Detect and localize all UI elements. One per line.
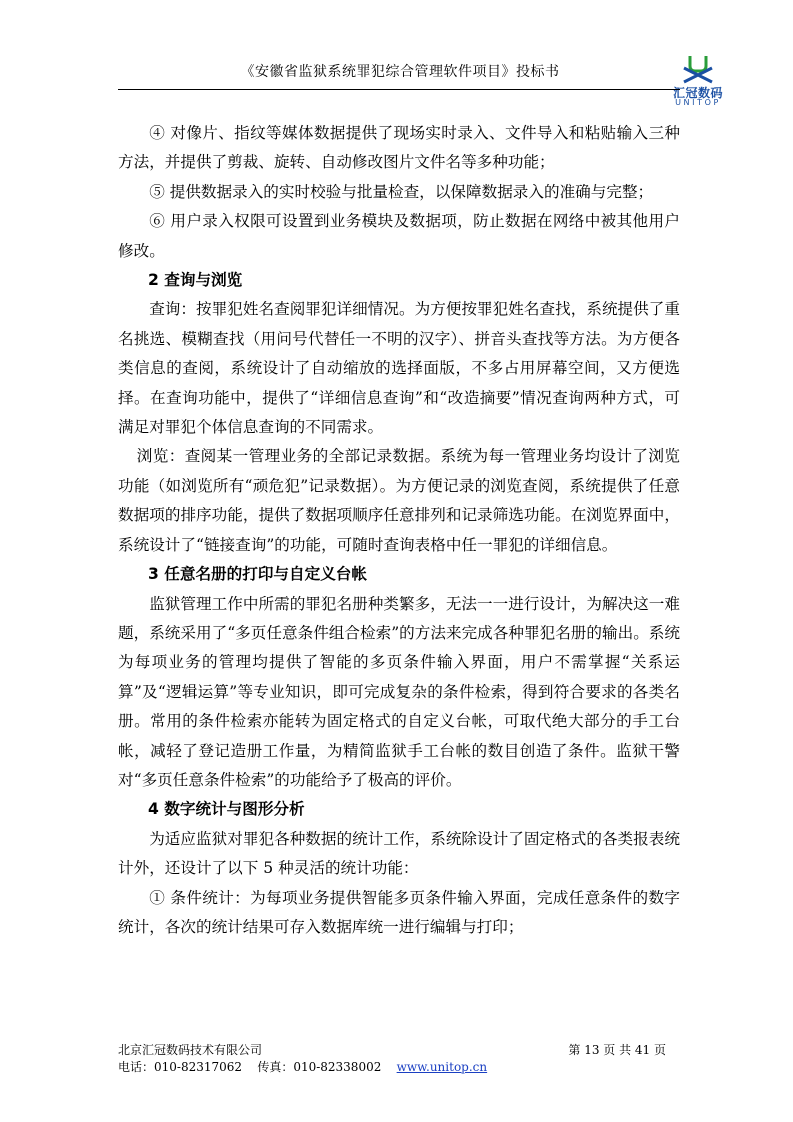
header-divider bbox=[118, 89, 680, 90]
body-paragraph: 浏览：查阅某一管理业务的全部记录数据。系统为每一管理业务均设计了浏览功能（如浏览所有“顽危犯”记录数据）。为方便记录的浏览查阅，系统提供了任意数据项的排序功能，提供了数据项顺序任意排列和记录筛选功能。在浏览界面中，系统设计了“链接查询”的功能，可随时查询表格中任一罪犯的详细信息。 bbox=[118, 447, 680, 554]
document-title: 《安徽省监狱系统罪犯综合管理软件项目》投标书 bbox=[240, 64, 560, 80]
body-paragraph: 为适应监狱对罪犯各种数据的统计工作，系统除设计了固定格式的各类报表统计外，还设计了以下 5 种灵活的统计功能： bbox=[118, 829, 680, 878]
footer-company: 北京汇冠数码技术有限公司 bbox=[118, 1043, 263, 1057]
page-footer bbox=[118, 1042, 680, 1076]
section-heading: 3 任意名册的打印与自定义台帐 bbox=[148, 565, 367, 584]
footer-fax: 传真：010-82338002 bbox=[257, 1060, 382, 1074]
body-paragraph: ⑥ 用户录入权限可设置到业务模块及数据项，防止数据在网络中被其他用户修改。 bbox=[118, 212, 680, 260]
logo-brand-text: 汇冠数码 bbox=[672, 86, 723, 100]
document-body bbox=[118, 119, 680, 942]
section-heading: 4 数字统计与图形分析 bbox=[148, 800, 305, 819]
website-link[interactable]: www.unitop.cn bbox=[396, 1060, 488, 1074]
footer-phone: 电话：010-82317062 bbox=[118, 1060, 243, 1074]
body-paragraph: 查询：按罪犯姓名查阅罪犯详细情况。为方便按罪犯姓名查找，系统提供了重名挑选、模糊查找（用问号代替任一不明的汉字）、拼音头查找等方法。为方便各类信息的查阅，系统设计了自动缩放的选择面版，不多占用屏幕空间，又方便选择。在查询功能中，提供了“详细信息查询”和“改造摘要”情况查询两种方式，可满足对罪犯个体信息查询的不同需求。 bbox=[118, 300, 680, 437]
body-paragraph: ① 条件统计：为每项业务提供智能多页条件输入界面，完成任意条件的数字统计，各次的统计结果可存入数据库统一进行编辑与打印； bbox=[118, 888, 680, 936]
logo-mark-icon bbox=[676, 54, 720, 84]
logo-sub-text: UNITOP bbox=[675, 98, 721, 107]
body-paragraph: ⑤ 提供数据录入的实时校验与批量检查，以保障数据录入的准确与完整； bbox=[149, 182, 654, 201]
body-paragraph: ④ 对像片、指纹等媒体数据提供了现场实时录入、文件导入和粘贴输入三种方法，并提供了剪裁、旋转、自动修改图片文件名等多种功能； bbox=[118, 124, 680, 172]
company-logo bbox=[664, 54, 732, 106]
body-paragraph: 监狱管理工作中所需的罪犯名册种类繁多，无法一一进行设计，为解决这一难题，系统采用了“多页任意条件组合检索”的方法来完成各种罪犯名册的输出。系统为每项业务的管理均提供了智能的多页条件输入界面，用户不需掌握“关系运算”及“逻辑运算”等专业知识，即可完成复杂的条件检索，得到符合要求的各类名册。常用的条件检索亦能转为固定格式的自定义台帐，可取代绝大部分的手工台帐，减轻了登记造册工作量，为精简监狱手工台帐的数目创造了条件。监狱干警对“多页任意条件检索”的功能给予了极高的评价。 bbox=[118, 594, 680, 789]
section-heading: 2 查询与浏览 bbox=[148, 271, 243, 290]
page-number: 第 13 页 共 41 页 bbox=[568, 1043, 666, 1057]
